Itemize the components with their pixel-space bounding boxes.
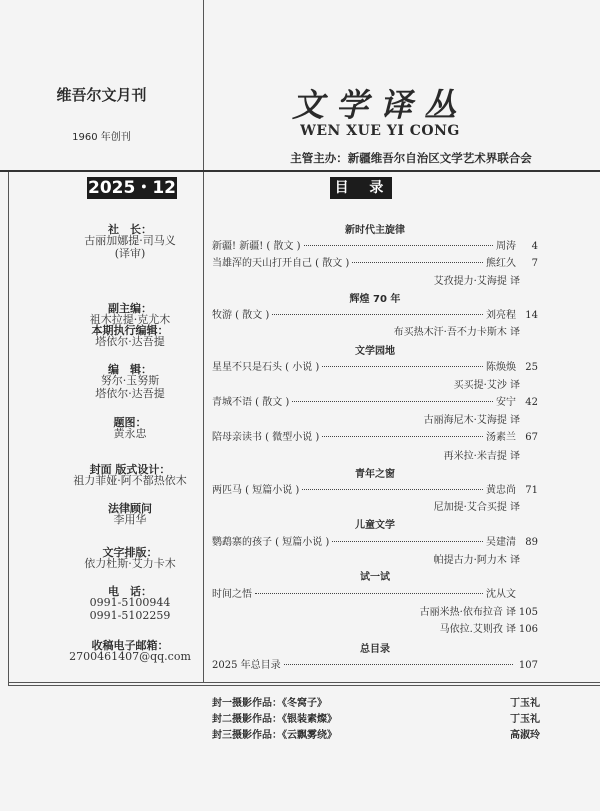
credit-photographer: 丁玉礼 [510, 714, 540, 725]
entry-translator: 马依拉.艾则孜 译 [439, 624, 516, 635]
translator-row [212, 603, 538, 617]
entry-title: 陪母亲读书 ( 微型小说 ) [212, 432, 320, 443]
toc-entry [212, 656, 538, 670]
toc-entry [212, 306, 538, 320]
toc-entry [212, 254, 538, 268]
founded-year: 1960 年创刊 [72, 132, 131, 143]
leader-dots [322, 436, 483, 437]
header-divider-vertical [203, 0, 204, 170]
entry-author: 陈焕焕 [486, 362, 516, 373]
entry-page: 4 [531, 241, 538, 252]
entry-page: 105 [518, 607, 538, 618]
staff-role: 法律顾问 [108, 502, 152, 515]
entry-page: 71 [525, 485, 538, 496]
toc-entry [212, 237, 538, 251]
entry-translator: 布买热木汗·吾不力卡斯木 译 [393, 327, 520, 338]
toc-section-title: 总目录 [360, 644, 390, 655]
toc-entry [212, 585, 538, 599]
toc-entry [212, 393, 538, 407]
entry-translator: 买买提·艾沙 译 [453, 380, 520, 391]
entry-page: 14 [525, 310, 538, 321]
sponsor-line: 主管主办：新疆维吾尔自治区文学艺术界联合会 [290, 151, 532, 165]
staff-role: 文字排版： [102, 546, 158, 559]
leader-dots [284, 664, 513, 665]
staff-role: 题图： [113, 416, 147, 429]
leader-dots [322, 366, 483, 367]
staff-role: 封面 版式设计： [89, 463, 171, 476]
translator-row [212, 620, 538, 634]
entry-page: 106 [518, 624, 538, 635]
staff-name: (译审) [114, 247, 146, 260]
entry-author: 沈从文 [486, 589, 516, 600]
staff-role: 收稿电子邮箱： [91, 639, 169, 652]
credit-photographer: 丁玉礼 [510, 698, 540, 709]
staff-role: 社 长： [108, 223, 152, 236]
credit-photographer: 高淑玲 [510, 730, 540, 741]
entry-author: 汤素兰 [486, 432, 516, 443]
entry-translator: 帕提古力·阿力木 译 [433, 555, 520, 566]
toc-entry [212, 358, 538, 372]
entry-translator: 古丽米热·依布拉音 译 [419, 607, 516, 618]
staff-name: 古丽加娜提·司马义 [84, 234, 176, 247]
leader-dots [304, 245, 493, 246]
toc-entry [212, 533, 538, 547]
entry-title: 星星不只是石头 ( 小说 ) [212, 362, 320, 373]
staff-role: 电 话： [108, 585, 152, 598]
entry-page: 25 [525, 362, 538, 373]
toc-section-title: 儿童文学 [355, 520, 395, 531]
toc-section-title: 青年之窗 [355, 469, 395, 480]
entry-translator: 再米拉·米吉提 译 [443, 451, 520, 462]
staff-name: 努尔·玉努斯 [100, 374, 160, 387]
staff-name: 0991-5100944 [89, 596, 171, 609]
credit-label: 封三摄影作品：《云飘雾绕》 [212, 730, 337, 741]
staff-name: 2700461407@qq.com [69, 650, 191, 663]
credit-label: 封二摄影作品：《银装素燦》 [212, 714, 337, 725]
staff-name: 塔依尔·达吾提 [95, 335, 165, 348]
entry-page: 107 [518, 660, 538, 671]
entry-title: 新疆! 新疆! ( 散文 ) [212, 241, 301, 252]
entry-author: 安宁 [496, 397, 516, 408]
leader-dots [292, 401, 493, 402]
entry-title: 牧游 ( 散文 ) [212, 310, 270, 321]
staff-name: 祖力菲娅·阿不都热依木 [73, 474, 187, 487]
entry-author: 吴建清 [486, 537, 516, 548]
entry-title: 两匹马 ( 短篇小说 ) [212, 485, 300, 496]
toc-entry [212, 481, 538, 495]
leader-dots [272, 314, 483, 315]
toc-section-title: 新时代主旋律 [345, 225, 405, 236]
entry-translator: 艾孜提力·艾海提 译 [433, 276, 520, 287]
staff-name: 0991-5102259 [89, 609, 171, 622]
toc-section-title: 辉煌 70 年 [349, 294, 401, 305]
entry-translator: 尼加提·艾合买提 译 [433, 502, 520, 513]
magazine-pinyin: WEN XUE YI CONG [300, 123, 460, 139]
credit-label: 封一摄影作品：《冬窝子》 [212, 698, 327, 709]
staff-role: 本期执行编辑： [91, 324, 169, 337]
entry-page: 89 [525, 537, 538, 548]
entry-title: 青城不语 ( 散文 ) [212, 397, 290, 408]
left-edge-rule [8, 172, 9, 685]
magazine-title: 文学译丛 [291, 86, 468, 124]
leader-dots [255, 593, 483, 594]
entry-title: 时间之悟 [212, 589, 252, 600]
entry-author: 熊红久 [486, 258, 516, 269]
toc-entry [212, 428, 538, 442]
staff-name: 塔依尔·达吾提 [95, 387, 165, 400]
toc-section-title: 试一试 [360, 572, 390, 583]
header-rule [0, 170, 600, 172]
magazine-subtitle: 维吾尔文月刊 [56, 86, 147, 104]
staff-name: 祖木拉提·克尤木 [89, 313, 171, 326]
leader-dots [352, 262, 483, 263]
staff-name: 黄永忠 [113, 427, 147, 440]
toc-section-title: 文学园地 [355, 346, 395, 357]
entry-author: 周涛 [496, 241, 516, 252]
footer-rule-bottom [8, 685, 600, 686]
staff-name: 李用华 [113, 513, 147, 526]
leader-dots [332, 541, 483, 542]
footer-rule-top [8, 682, 600, 683]
entry-title: 鹦鹉寨的孩子 ( 短篇小说 ) [212, 537, 330, 548]
column-divider [203, 172, 204, 682]
staff-role: 编 辑： [108, 363, 152, 376]
issue-number: 2025・12 [88, 178, 176, 198]
entry-author: 黄忠尚 [486, 485, 516, 496]
staff-name: 依力杜斯·艾力卡木 [84, 557, 176, 570]
entry-translator: 古丽海尼木·艾海提 译 [423, 415, 520, 426]
staff-role: 副主编： [108, 302, 152, 315]
entry-page: 42 [525, 397, 538, 408]
entry-title: 当雄浑的天山打开自己 ( 散文 ) [212, 258, 350, 269]
entry-page: 7 [531, 258, 538, 269]
leader-dots [302, 489, 483, 490]
toc-heading: 目 录 [330, 177, 392, 199]
entry-page: 67 [525, 432, 538, 443]
entry-author: 刘亮程 [486, 310, 516, 321]
entry-title: 2025 年总目录 [212, 660, 281, 671]
